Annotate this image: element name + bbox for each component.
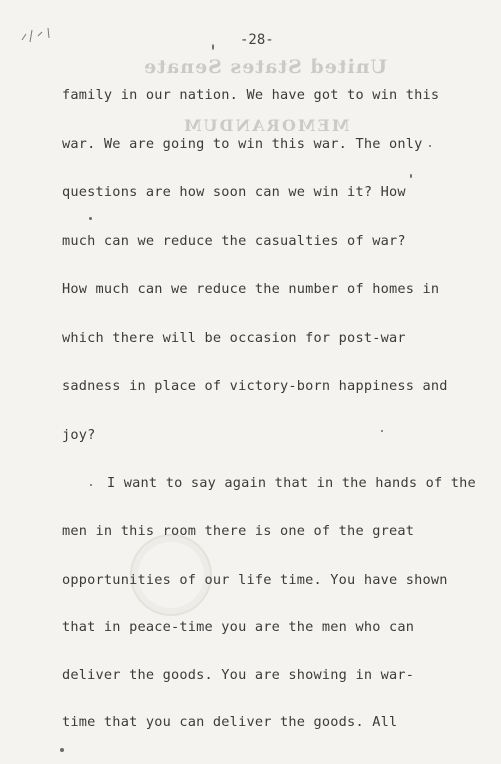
text-line: that in peace-time you are the men who can (62, 619, 415, 635)
text-line: sadness in place of victory-born happiness and (62, 378, 448, 394)
page-number: -28- (240, 32, 274, 48)
text-line: war. We are going to win this war. The only (62, 136, 423, 152)
margin-scribble-icon (18, 22, 73, 52)
text-line: opportunities of our life time. You have shown (62, 572, 448, 588)
paper-speck (381, 430, 383, 432)
text-line: I want to say again that in the hands of the (107, 475, 476, 491)
text-line: much can we reduce the casualties of war? (62, 233, 406, 249)
text-line: How much can we reduce the number of homes in (62, 281, 440, 297)
text-line: time that you can deliver the goods. All (62, 714, 398, 730)
text-line: deliver the goods. You are showing in war- (62, 667, 415, 683)
paper-speck (410, 174, 412, 178)
text-line: which there will be occasion for post-war (62, 330, 406, 346)
text-line: questions are how soon can we win it? How (62, 184, 406, 200)
paper-speck (429, 145, 431, 147)
paper-speck (89, 217, 92, 220)
text-line: family in our nation. We have got to win this (62, 87, 440, 103)
paper-speck (212, 44, 214, 50)
letterhead-bleed-senate: United States Senate (143, 56, 388, 78)
text-line: joy? (62, 427, 96, 443)
paper-speck (90, 484, 92, 486)
paper-speck (60, 748, 64, 752)
text-line: men in this room there is one of the great (62, 523, 415, 539)
letterhead-bleed-memorandum: MEMORANDUM (182, 116, 350, 135)
